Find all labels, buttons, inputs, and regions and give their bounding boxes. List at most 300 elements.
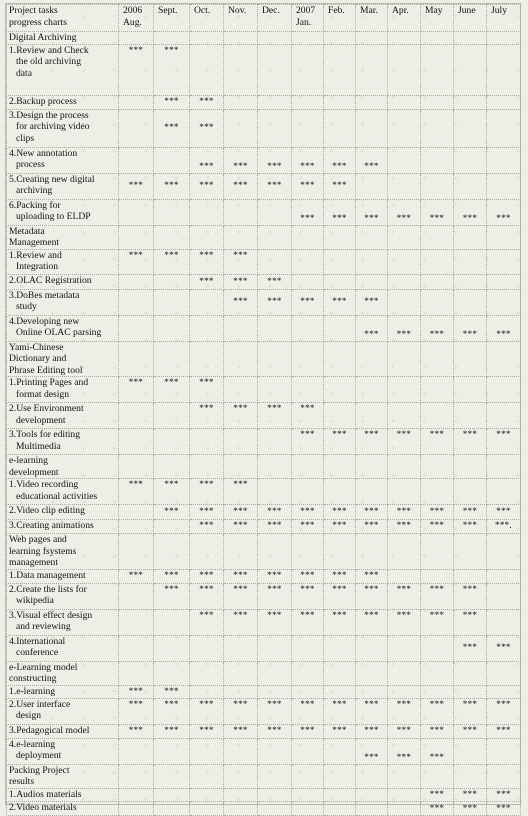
- task-name-line: archiving: [16, 185, 53, 196]
- task-row: [7, 724, 521, 738]
- progress-mark: ***: [119, 44, 154, 95]
- task-name: [7, 429, 119, 455]
- progress-mark: ***: [292, 609, 324, 635]
- task-name: [7, 199, 119, 225]
- task-name-line: 1.Review and Check: [9, 44, 89, 56]
- task-name: [7, 147, 119, 173]
- progress-mark: ***: [388, 698, 421, 724]
- progress-mark: ***: [421, 520, 454, 534]
- progress-mark: [454, 249, 487, 274]
- progress-mark: ***: [154, 173, 190, 199]
- progress-mark: [224, 738, 258, 764]
- progress-mark: [324, 738, 356, 764]
- task-row: [7, 609, 521, 635]
- progress-mark: ***: [258, 724, 292, 738]
- progress-mark: [324, 274, 356, 289]
- progress-mark: ***: [356, 315, 388, 341]
- empty-cell: [487, 341, 521, 377]
- month-label: Apr.: [392, 5, 409, 16]
- progress-mark: [224, 801, 258, 815]
- progress-mark: ***: [292, 199, 324, 225]
- progress-mark: [154, 429, 190, 455]
- progress-mark: [487, 95, 521, 109]
- task-name-line: 4.Developing new: [9, 315, 80, 327]
- progress-mark: ***: [258, 609, 292, 635]
- progress-mark: ***: [119, 685, 154, 698]
- progress-mark: [154, 289, 190, 315]
- section-title-line: Dictionary and: [9, 353, 67, 364]
- progress-mark: [388, 274, 421, 289]
- task-name-line: Multimedia: [16, 440, 61, 452]
- progress-mark: ***: [292, 698, 324, 724]
- progress-mark: ***: [258, 505, 292, 520]
- progress-mark: [356, 249, 388, 274]
- progress-mark: [224, 109, 258, 147]
- progress-mark: [454, 403, 487, 429]
- task-name: [7, 505, 119, 520]
- task-name-line: 1.Data management: [9, 569, 86, 581]
- progress-mark: [190, 788, 224, 801]
- progress-mark: ***: [190, 724, 224, 738]
- empty-cell: [324, 455, 356, 479]
- task-name: [7, 109, 119, 147]
- progress-mark: [388, 147, 421, 173]
- progress-mark: [190, 635, 224, 661]
- progress-mark: ***: [487, 315, 521, 341]
- progress-mark: [190, 429, 224, 455]
- progress-mark: [487, 274, 521, 289]
- progress-mark: [356, 788, 388, 801]
- progress-mark: ***: [388, 429, 421, 455]
- progress-mark: [190, 44, 224, 95]
- empty-cell: [154, 534, 190, 570]
- progress-mark: ***: [356, 199, 388, 225]
- progress-mark: [487, 479, 521, 505]
- empty-cell: [454, 32, 487, 45]
- progress-mark: ***: [356, 429, 388, 455]
- progress-mark: ***: [356, 520, 388, 534]
- progress-mark: ***: [487, 788, 521, 801]
- task-name-line: study: [16, 301, 37, 312]
- empty-cell: [356, 534, 388, 570]
- progress-mark: ***: [190, 249, 224, 274]
- task-name-line: 1.Review and: [9, 249, 62, 261]
- progress-mark: ***: [154, 583, 190, 609]
- progress-mark: ***: [224, 520, 258, 534]
- progress-mark: ***: [224, 505, 258, 520]
- task-row: [7, 505, 521, 520]
- month-label: June: [458, 5, 476, 16]
- progress-mark: ***: [356, 583, 388, 609]
- empty-cell: [356, 225, 388, 249]
- month-label: Aug.: [123, 16, 142, 28]
- empty-cell: [119, 341, 154, 377]
- progress-mark: [324, 377, 356, 403]
- progress-mark: [324, 479, 356, 505]
- progress-mark: [356, 173, 388, 199]
- section-title-line: learning fsystems: [9, 545, 77, 557]
- progress-mark: ***: [224, 274, 258, 289]
- progress-mark: ***: [421, 801, 454, 815]
- progress-mark: ***: [258, 274, 292, 289]
- month-label: 2006: [123, 5, 143, 16]
- progress-mark: [421, 479, 454, 505]
- section-title-line: Packing Project: [9, 764, 70, 776]
- progress-mark: ***: [224, 289, 258, 315]
- empty-cell: [388, 534, 421, 570]
- empty-cell: [356, 455, 388, 479]
- progress-mark: [324, 315, 356, 341]
- empty-cell: [454, 534, 487, 570]
- progress-mark: [487, 738, 521, 764]
- progress-mark: [388, 249, 421, 274]
- progress-mark: [190, 199, 224, 225]
- task-name-line: for archiving video: [16, 121, 90, 132]
- progress-mark: [119, 109, 154, 147]
- progress-mark: [454, 479, 487, 505]
- progress-mark: [258, 635, 292, 661]
- progress-mark: [292, 685, 324, 698]
- empty-cell: [421, 534, 454, 570]
- progress-mark: [224, 635, 258, 661]
- progress-mark: ***: [258, 569, 292, 583]
- progress-mark: [190, 801, 224, 815]
- task-name-line: 1.Video recording: [9, 479, 79, 490]
- month-header: [454, 5, 487, 32]
- task-name-line: 3.Design the process: [9, 109, 89, 121]
- progress-mark: ***: [454, 635, 487, 661]
- task-name: [7, 698, 119, 724]
- progress-mark: [454, 685, 487, 698]
- progress-mark: [421, 377, 454, 403]
- progress-mark: [190, 738, 224, 764]
- progress-mark: ***: [154, 685, 190, 698]
- progress-mark: ***: [388, 315, 421, 341]
- progress-mark: [421, 569, 454, 583]
- empty-cell: [258, 661, 292, 685]
- empty-cell: [224, 764, 258, 788]
- empty-cell: [292, 225, 324, 249]
- task-name-line: 4.International: [9, 635, 66, 647]
- task-row: [7, 147, 521, 173]
- progress-mark: ***: [224, 698, 258, 724]
- progress-mark: [454, 95, 487, 109]
- task-name: [7, 520, 119, 534]
- progress-mark: [356, 685, 388, 698]
- empty-cell: [154, 341, 190, 377]
- progress-mark: ***: [421, 738, 454, 764]
- progress-mark: ***: [454, 583, 487, 609]
- empty-cell: [324, 225, 356, 249]
- progress-mark: [454, 109, 487, 147]
- progress-mark: ***: [454, 429, 487, 455]
- progress-mark: ***: [119, 724, 154, 738]
- progress-mark: [454, 274, 487, 289]
- section-title-line: e-Learning model: [9, 661, 78, 673]
- progress-mark: [356, 479, 388, 505]
- progress-chart: [5, 3, 521, 813]
- month-header: [487, 5, 521, 32]
- progress-mark: [154, 199, 190, 225]
- progress-mark: [119, 609, 154, 635]
- progress-table: [6, 4, 521, 816]
- empty-cell: [454, 341, 487, 377]
- progress-mark: [224, 315, 258, 341]
- progress-mark: ***: [190, 274, 224, 289]
- progress-mark: ***: [154, 109, 190, 147]
- progress-mark: ***: [324, 429, 356, 455]
- progress-mark: ***: [292, 173, 324, 199]
- task-name-line: 3.Pedagogical model: [9, 724, 90, 736]
- month-header: [119, 5, 154, 32]
- progress-mark: ***: [487, 698, 521, 724]
- progress-mark: [154, 801, 190, 815]
- progress-mark: [324, 788, 356, 801]
- progress-mark: ***: [324, 147, 356, 173]
- progress-mark: ***: [119, 377, 154, 403]
- progress-mark: ***: [258, 583, 292, 609]
- section-title-row: [7, 661, 521, 685]
- progress-mark: [119, 95, 154, 109]
- progress-mark: [258, 429, 292, 455]
- progress-mark: ***: [388, 738, 421, 764]
- progress-mark: [324, 403, 356, 429]
- empty-cell: [258, 341, 292, 377]
- progress-mark: ***: [487, 429, 521, 455]
- task-row: [7, 569, 521, 583]
- progress-mark: ***: [154, 724, 190, 738]
- task-row: [7, 685, 521, 698]
- progress-mark: ***: [190, 147, 224, 173]
- progress-mark: ***: [421, 199, 454, 225]
- progress-mark: [324, 635, 356, 661]
- progress-mark: [154, 609, 190, 635]
- task-row: [7, 520, 521, 534]
- progress-mark: [119, 505, 154, 520]
- progress-mark: [154, 520, 190, 534]
- empty-cell: [190, 455, 224, 479]
- empty-cell: [154, 455, 190, 479]
- month-label: Nov.: [228, 5, 247, 16]
- progress-mark: [292, 801, 324, 815]
- progress-mark: [356, 95, 388, 109]
- empty-cell: [421, 455, 454, 479]
- progress-mark: [119, 520, 154, 534]
- empty-cell: [292, 32, 324, 45]
- task-name: [7, 249, 119, 274]
- progress-mark: [356, 801, 388, 815]
- task-row: [7, 738, 521, 764]
- progress-mark: ***: [224, 583, 258, 609]
- progress-mark: [487, 173, 521, 199]
- progress-mark: [224, 429, 258, 455]
- empty-cell: [119, 455, 154, 479]
- progress-mark: [292, 738, 324, 764]
- empty-cell: [356, 661, 388, 685]
- section-title-line: development: [9, 466, 59, 478]
- empty-cell: [224, 534, 258, 570]
- progress-mark: ***: [324, 569, 356, 583]
- progress-mark: ***: [324, 505, 356, 520]
- progress-mark: [292, 479, 324, 505]
- section-title-line: Phrase Editing tool: [9, 364, 83, 376]
- empty-cell: [356, 764, 388, 788]
- empty-cell: [224, 455, 258, 479]
- empty-cell: [292, 341, 324, 377]
- progress-mark: [454, 738, 487, 764]
- progress-mark: [258, 788, 292, 801]
- section-title-line: e-learning: [9, 455, 48, 466]
- month-header: [190, 5, 224, 32]
- progress-mark: [258, 95, 292, 109]
- progress-mark: ***: [421, 788, 454, 801]
- empty-cell: [388, 341, 421, 377]
- task-name-line: data: [16, 67, 32, 79]
- progress-mark: ***: [119, 569, 154, 583]
- progress-mark: ***: [454, 788, 487, 801]
- progress-mark: ***: [190, 505, 224, 520]
- progress-mark: ***: [292, 724, 324, 738]
- progress-mark: ***: [324, 520, 356, 534]
- progress-mark: [454, 173, 487, 199]
- progress-mark: [421, 147, 454, 173]
- progress-mark: ***: [454, 724, 487, 738]
- empty-cell: [224, 225, 258, 249]
- progress-mark: ***: [292, 403, 324, 429]
- empty-cell: [421, 225, 454, 249]
- empty-cell: [258, 225, 292, 249]
- task-name: [7, 635, 119, 661]
- task-name-line: 3.Tools for editing: [9, 429, 81, 440]
- progress-mark: [388, 173, 421, 199]
- task-row: [7, 109, 521, 147]
- task-row: [7, 173, 521, 199]
- progress-mark: ***: [154, 95, 190, 109]
- task-name: [7, 315, 119, 341]
- task-row: [7, 788, 521, 801]
- progress-mark: ***: [190, 583, 224, 609]
- task-name-line: 2.Backup process: [9, 95, 77, 107]
- empty-cell: [190, 764, 224, 788]
- progress-mark: [388, 289, 421, 315]
- task-name-line: process: [16, 159, 45, 170]
- section-title-row: [7, 534, 521, 570]
- task-name-line: the old archiving: [16, 56, 82, 67]
- task-name-line: 4.e-learning: [9, 738, 56, 750]
- progress-mark: [421, 95, 454, 109]
- progress-mark: ***: [454, 315, 487, 341]
- task-name: [7, 274, 119, 289]
- progress-mark: [154, 274, 190, 289]
- progress-mark: ***: [190, 173, 224, 199]
- task-name-line: 2.Create the lists for: [9, 583, 87, 595]
- month-label: 2007: [296, 5, 316, 16]
- progress-mark: [421, 44, 454, 95]
- task-name: [7, 788, 119, 801]
- progress-mark: ***: [190, 95, 224, 109]
- task-name-line: deployment: [16, 750, 62, 761]
- task-name-line: 4.New annotation: [9, 147, 78, 159]
- progress-mark: ***: [292, 429, 324, 455]
- progress-mark: ***: [119, 249, 154, 274]
- empty-cell: [119, 32, 154, 45]
- task-name: [7, 95, 119, 109]
- progress-mark: [388, 109, 421, 147]
- section-title-row: [7, 455, 521, 479]
- progress-mark: [324, 249, 356, 274]
- task-row: [7, 801, 521, 815]
- section-title-line: Yami-Chinese: [9, 341, 64, 353]
- progress-mark: ***: [190, 609, 224, 635]
- progress-mark: [292, 44, 324, 95]
- progress-mark: [292, 249, 324, 274]
- empty-cell: [421, 32, 454, 45]
- task-name-line: 2.OLAC Registration: [9, 274, 92, 286]
- empty-cell: [487, 225, 521, 249]
- empty-cell: [487, 661, 521, 685]
- progress-mark: ***: [454, 609, 487, 635]
- task-name-line: format design: [16, 388, 70, 400]
- progress-mark: [324, 44, 356, 95]
- task-name-line: 1.e-learning: [9, 685, 56, 697]
- progress-mark: ***: [454, 520, 487, 534]
- header-row: [7, 5, 521, 32]
- progress-mark: [119, 801, 154, 815]
- progress-mark: [258, 801, 292, 815]
- empty-cell: [487, 534, 521, 570]
- progress-mark: ***: [154, 505, 190, 520]
- progress-mark: ***: [487, 199, 521, 225]
- task-name-line: 5.Creating new digital: [9, 173, 95, 185]
- task-name-line: educational activities: [16, 490, 98, 502]
- progress-mark: ***: [487, 505, 521, 520]
- empty-cell: [258, 764, 292, 788]
- progress-mark: [258, 109, 292, 147]
- progress-mark: [388, 685, 421, 698]
- task-row: [7, 44, 521, 95]
- progress-mark: ***: [224, 147, 258, 173]
- empty-cell: [224, 661, 258, 685]
- empty-cell: [454, 661, 487, 685]
- progress-mark: ***: [356, 724, 388, 738]
- task-name-line: Integration: [16, 261, 59, 272]
- progress-mark: ***: [224, 249, 258, 274]
- empty-cell: [154, 32, 190, 45]
- empty-cell: [356, 341, 388, 377]
- empty-cell: [190, 32, 224, 45]
- progress-mark: [421, 403, 454, 429]
- progress-mark: ***: [292, 289, 324, 315]
- progress-mark: [154, 738, 190, 764]
- task-row: [7, 249, 521, 274]
- empty-cell: [292, 764, 324, 788]
- progress-mark: ***: [190, 569, 224, 583]
- empty-cell: [190, 225, 224, 249]
- progress-mark: ***: [292, 583, 324, 609]
- month-header: [356, 5, 388, 32]
- progress-mark: [258, 199, 292, 225]
- empty-cell: [324, 764, 356, 788]
- progress-mark: [119, 147, 154, 173]
- empty-cell: [388, 661, 421, 685]
- progress-mark: [224, 377, 258, 403]
- month-label: Mar.: [360, 5, 378, 16]
- progress-mark: ***: [190, 479, 224, 505]
- progress-mark: [324, 801, 356, 815]
- progress-mark: [454, 44, 487, 95]
- progress-mark: ***: [154, 377, 190, 403]
- progress-mark: [119, 199, 154, 225]
